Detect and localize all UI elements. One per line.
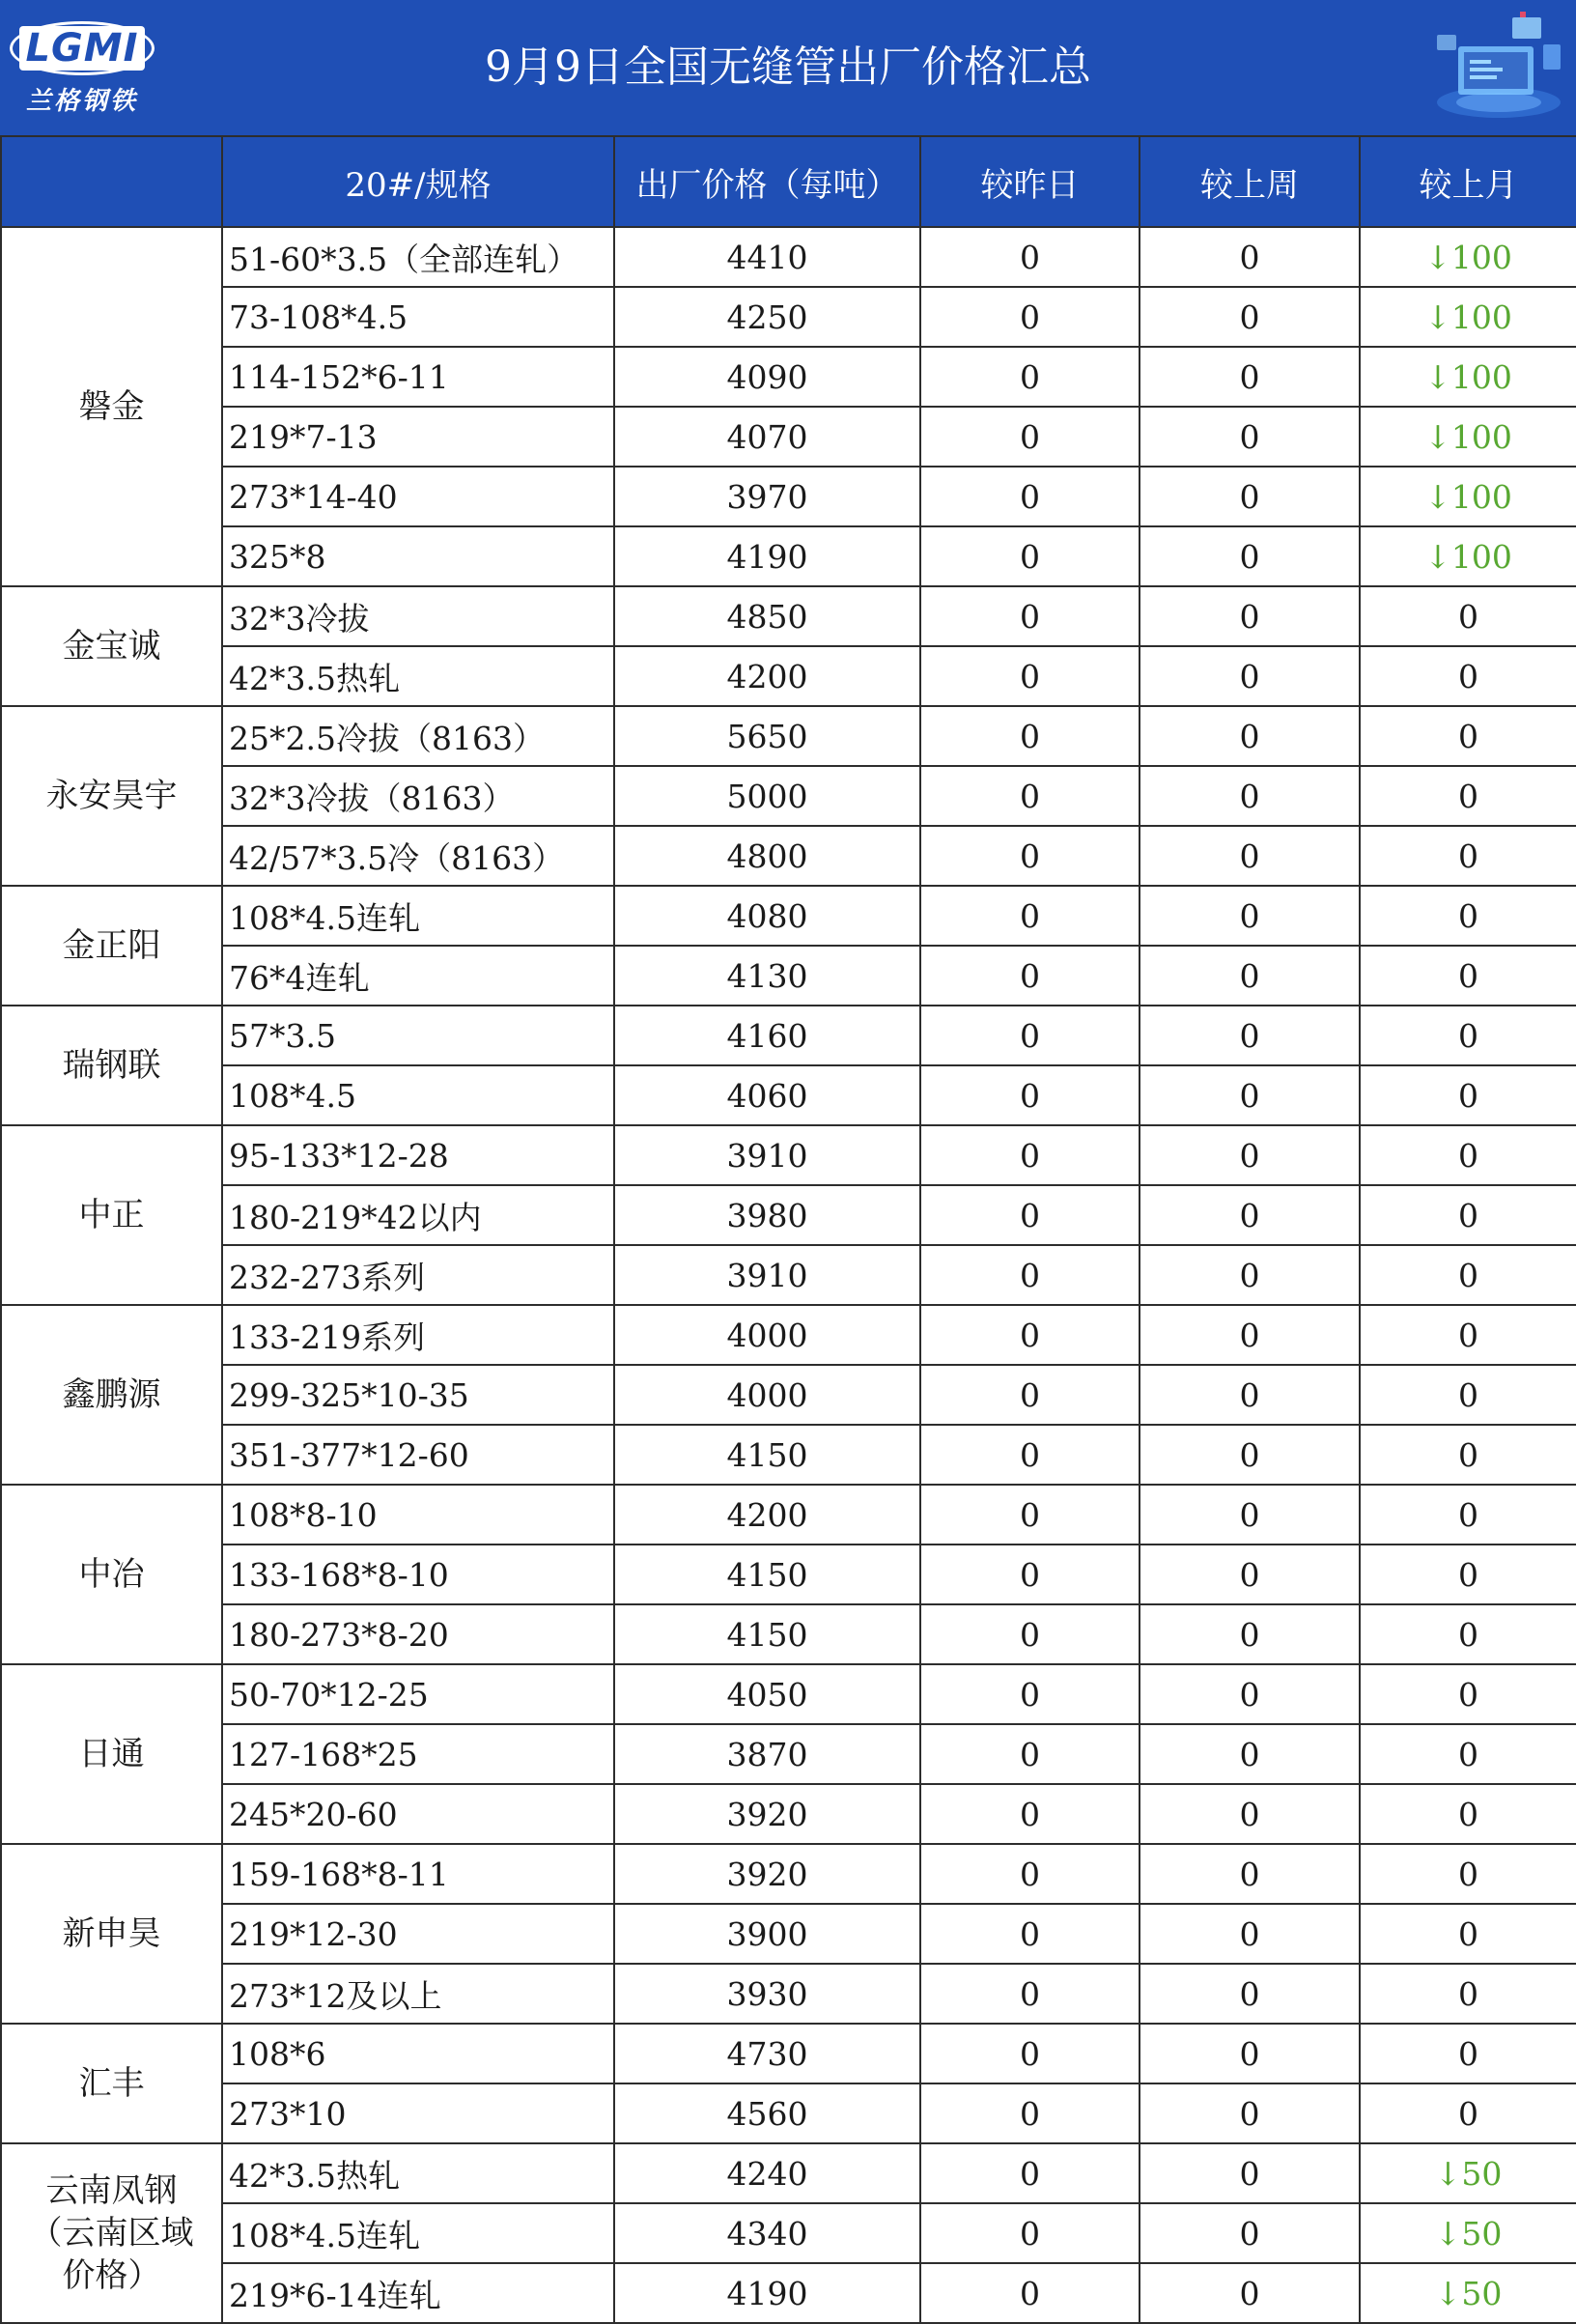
- change-day-cell: 0: [920, 1245, 1140, 1305]
- change-day-cell: 0: [920, 347, 1140, 407]
- change-month-cell: ↓50: [1360, 2203, 1576, 2263]
- change-month-cell: 0: [1360, 1724, 1576, 1784]
- table-row: [1, 1365, 1576, 1425]
- change-week-cell: 0: [1140, 2024, 1360, 2083]
- change-day-cell: 0: [920, 1724, 1140, 1784]
- change-day-cell: 0: [920, 287, 1140, 347]
- header-vs-last-week: 较上周: [1140, 136, 1360, 227]
- price-cell: 3930: [614, 1964, 920, 2024]
- price-cell: 3980: [614, 1185, 920, 1245]
- price-cell: 4800: [614, 826, 920, 886]
- change-week-cell: 0: [1140, 1425, 1360, 1485]
- change-week-cell: 0: [1140, 946, 1360, 1006]
- spec-cell: 133-219系列: [222, 1305, 614, 1365]
- table-row: [1, 2263, 1576, 2323]
- change-week-cell: 0: [1140, 347, 1360, 407]
- change-week-cell: 0: [1140, 886, 1360, 946]
- company-cell: 新申昊: [1, 1844, 222, 2024]
- change-month-cell: 0: [1360, 1604, 1576, 1664]
- change-month-cell: 0: [1360, 1006, 1576, 1065]
- table-row: [1, 1245, 1576, 1305]
- change-month-cell: 0: [1360, 1904, 1576, 1964]
- company-cell: 汇丰: [1, 2024, 222, 2143]
- price-cell: 4150: [614, 1425, 920, 1485]
- change-day-cell: 0: [920, 1125, 1140, 1185]
- change-day-cell: 0: [920, 1545, 1140, 1604]
- table-row: [1, 2083, 1576, 2143]
- table-row: [1, 287, 1576, 347]
- table-row: [1, 706, 1576, 766]
- price-cell: 4080: [614, 886, 920, 946]
- spec-cell: 108*6: [222, 2024, 614, 2083]
- price-cell: 4240: [614, 2143, 920, 2203]
- table-row: [1, 1904, 1576, 1964]
- change-week-cell: 0: [1140, 1125, 1360, 1185]
- price-cell: 4130: [614, 946, 920, 1006]
- change-week-cell: 0: [1140, 706, 1360, 766]
- spec-cell: 245*20-60: [222, 1784, 614, 1844]
- spec-cell: 51-60*3.5（全部连轧）: [222, 227, 614, 287]
- spec-cell: 32*3冷拔（8163）: [222, 766, 614, 826]
- table-row: [1, 1425, 1576, 1485]
- change-week-cell: 0: [1140, 1065, 1360, 1125]
- change-month-cell: 0: [1360, 826, 1576, 886]
- table-row: [1, 2024, 1576, 2083]
- table-row: [1, 1006, 1576, 1065]
- change-month-cell: 0: [1360, 706, 1576, 766]
- spec-cell: 133-168*8-10: [222, 1545, 614, 1604]
- spec-cell: 95-133*12-28: [222, 1125, 614, 1185]
- change-week-cell: 0: [1140, 1664, 1360, 1724]
- change-week-cell: 0: [1140, 766, 1360, 826]
- change-day-cell: 0: [920, 1305, 1140, 1365]
- price-cell: 4150: [614, 1545, 920, 1604]
- price-cell: 4200: [614, 1485, 920, 1545]
- price-cell: 3910: [614, 1245, 920, 1305]
- change-month-cell: 0: [1360, 1065, 1576, 1125]
- change-month-cell: 0: [1360, 1125, 1576, 1185]
- table-row: [1, 1844, 1576, 1904]
- spec-cell: 273*12及以上: [222, 1964, 614, 2024]
- table-row: [1, 227, 1576, 287]
- change-month-cell: ↓100: [1360, 407, 1576, 467]
- table-row: [1, 1485, 1576, 1545]
- change-day-cell: 0: [920, 706, 1140, 766]
- price-cell: 5000: [614, 766, 920, 826]
- company-cell: 金正阳: [1, 886, 222, 1006]
- change-month-cell: 0: [1360, 2083, 1576, 2143]
- change-month-cell: 0: [1360, 2024, 1576, 2083]
- page-title: 9月9日全国无缝管出厂价格汇总: [485, 43, 1091, 92]
- spec-cell: 42*3.5热轧: [222, 646, 614, 706]
- change-day-cell: 0: [920, 1664, 1140, 1724]
- company-cell: 瑞钢联: [1, 1006, 222, 1125]
- spec-cell: 219*12-30: [222, 1904, 614, 1964]
- change-day-cell: 0: [920, 467, 1140, 526]
- table-row: [1, 1185, 1576, 1245]
- company-cell: 中正: [1, 1125, 222, 1305]
- change-week-cell: 0: [1140, 1485, 1360, 1545]
- change-month-cell: 0: [1360, 1545, 1576, 1604]
- price-cell: 4000: [614, 1365, 920, 1425]
- price-cell: 4060: [614, 1065, 920, 1125]
- table-row: [1, 1784, 1576, 1844]
- change-month-cell: ↓100: [1360, 347, 1576, 407]
- spec-cell: 25*2.5冷拔（8163）: [222, 706, 614, 766]
- header-spec: 20#/规格: [222, 136, 614, 227]
- change-day-cell: 0: [920, 2143, 1140, 2203]
- change-week-cell: 0: [1140, 2083, 1360, 2143]
- change-month-cell: ↓100: [1360, 287, 1576, 347]
- change-day-cell: 0: [920, 2263, 1140, 2323]
- price-cell: 4090: [614, 347, 920, 407]
- change-month-cell: ↓100: [1360, 467, 1576, 526]
- spec-cell: 73-108*4.5: [222, 287, 614, 347]
- change-day-cell: 0: [920, 826, 1140, 886]
- change-month-cell: 0: [1360, 1485, 1576, 1545]
- change-week-cell: 0: [1140, 1365, 1360, 1425]
- change-month-cell: 0: [1360, 1185, 1576, 1245]
- change-day-cell: 0: [920, 586, 1140, 646]
- change-day-cell: 0: [920, 886, 1140, 946]
- table-row: [1, 526, 1576, 586]
- title-banner: [0, 0, 1576, 135]
- spec-cell: 32*3冷拔: [222, 586, 614, 646]
- price-cell: 4070: [614, 407, 920, 467]
- table-row: [1, 1724, 1576, 1784]
- change-day-cell: 0: [920, 2083, 1140, 2143]
- price-cell: 4190: [614, 526, 920, 586]
- company-cell: 中冶: [1, 1485, 222, 1664]
- spec-cell: 325*8: [222, 526, 614, 586]
- change-month-cell: 0: [1360, 886, 1576, 946]
- header-vs-last-month: 较上月: [1360, 136, 1576, 227]
- change-week-cell: 0: [1140, 646, 1360, 706]
- table-row: [1, 946, 1576, 1006]
- table-row: [1, 407, 1576, 467]
- spec-cell: 108*4.5连轧: [222, 886, 614, 946]
- table-row: [1, 1125, 1576, 1185]
- spec-cell: 57*3.5: [222, 1006, 614, 1065]
- change-week-cell: 0: [1140, 2263, 1360, 2323]
- table-body: [1, 227, 1576, 2323]
- change-month-cell: ↓100: [1360, 227, 1576, 287]
- change-week-cell: 0: [1140, 526, 1360, 586]
- spec-cell: 76*4连轧: [222, 946, 614, 1006]
- tech-illustration-icon: [1423, 6, 1568, 128]
- change-month-cell: ↓50: [1360, 2263, 1576, 2323]
- change-week-cell: 0: [1140, 287, 1360, 347]
- change-week-cell: 0: [1140, 1185, 1360, 1245]
- change-day-cell: 0: [920, 2203, 1140, 2263]
- change-month-cell: 0: [1360, 1305, 1576, 1365]
- change-day-cell: 0: [920, 1006, 1140, 1065]
- spec-cell: 273*14-40: [222, 467, 614, 526]
- table-row: [1, 826, 1576, 886]
- company-cell: 日通: [1, 1664, 222, 1844]
- spec-cell: 127-168*25: [222, 1724, 614, 1784]
- change-week-cell: 0: [1140, 1724, 1360, 1784]
- change-month-cell: 0: [1360, 1964, 1576, 2024]
- price-cell: 3910: [614, 1125, 920, 1185]
- spec-cell: 42*3.5热轧: [222, 2143, 614, 2203]
- change-day-cell: 0: [920, 407, 1140, 467]
- change-day-cell: 0: [920, 1844, 1140, 1904]
- spec-cell: 159-168*8-11: [222, 1844, 614, 1904]
- company-cell: 云南凤钢 （云南区域 价格）: [1, 2143, 222, 2323]
- spec-cell: 219*6-14连轧: [222, 2263, 614, 2323]
- header-vs-yesterday: 较昨日: [920, 136, 1140, 227]
- spec-cell: 108*4.5连轧: [222, 2203, 614, 2263]
- table-row: [1, 646, 1576, 706]
- price-cell: 4730: [614, 2024, 920, 2083]
- change-month-cell: 0: [1360, 1844, 1576, 1904]
- change-day-cell: 0: [920, 1425, 1140, 1485]
- table-row: [1, 347, 1576, 407]
- table-row: [1, 2143, 1576, 2203]
- change-month-cell: 0: [1360, 1365, 1576, 1425]
- spec-cell: 219*7-13: [222, 407, 614, 467]
- price-table: [0, 135, 1576, 2324]
- table-row: [1, 1604, 1576, 1664]
- price-cell: 4050: [614, 1664, 920, 1724]
- price-cell: 3870: [614, 1724, 920, 1784]
- header-row: [1, 136, 1576, 227]
- price-cell: 4340: [614, 2203, 920, 2263]
- logo-mark-text: LGMI: [19, 26, 144, 71]
- change-day-cell: 0: [920, 526, 1140, 586]
- change-week-cell: 0: [1140, 1305, 1360, 1365]
- spec-cell: 351-377*12-60: [222, 1425, 614, 1485]
- spec-cell: 42/57*3.5冷（8163）: [222, 826, 614, 886]
- change-month-cell: 0: [1360, 586, 1576, 646]
- change-day-cell: 0: [920, 646, 1140, 706]
- change-month-cell: ↓50: [1360, 2143, 1576, 2203]
- change-day-cell: 0: [920, 1604, 1140, 1664]
- company-cell: 鑫鹏源: [1, 1305, 222, 1485]
- change-day-cell: 0: [920, 227, 1140, 287]
- change-week-cell: 0: [1140, 1006, 1360, 1065]
- change-week-cell: 0: [1140, 407, 1360, 467]
- logo-text: 兰格钢铁: [25, 87, 138, 116]
- price-cell: 5650: [614, 706, 920, 766]
- table-row: [1, 2203, 1576, 2263]
- price-cell: 4160: [614, 1006, 920, 1065]
- change-day-cell: 0: [920, 1904, 1140, 1964]
- header-price: 出厂价格（每吨）: [614, 136, 920, 227]
- table-row: [1, 886, 1576, 946]
- spec-cell: 180-219*42以内: [222, 1185, 614, 1245]
- table-row: [1, 1545, 1576, 1604]
- change-week-cell: 0: [1140, 586, 1360, 646]
- change-day-cell: 0: [920, 946, 1140, 1006]
- spec-cell: 108*4.5: [222, 1065, 614, 1125]
- change-week-cell: 0: [1140, 826, 1360, 886]
- header-company: [1, 136, 222, 227]
- change-week-cell: 0: [1140, 227, 1360, 287]
- table-row: [1, 1065, 1576, 1125]
- table-row: [1, 467, 1576, 526]
- change-week-cell: 0: [1140, 1784, 1360, 1844]
- change-day-cell: 0: [920, 1065, 1140, 1125]
- change-week-cell: 0: [1140, 467, 1360, 526]
- company-cell: 永安昊宇: [1, 706, 222, 886]
- change-month-cell: 0: [1360, 1425, 1576, 1485]
- spec-cell: 50-70*12-25: [222, 1664, 614, 1724]
- spec-cell: 114-152*6-11: [222, 347, 614, 407]
- change-day-cell: 0: [920, 1485, 1140, 1545]
- table-row: [1, 586, 1576, 646]
- change-week-cell: 0: [1140, 2203, 1360, 2263]
- change-week-cell: 0: [1140, 1604, 1360, 1664]
- price-cell: 4200: [614, 646, 920, 706]
- spec-cell: 232-273系列: [222, 1245, 614, 1305]
- price-cell: 4190: [614, 2263, 920, 2323]
- change-month-cell: ↓100: [1360, 526, 1576, 586]
- company-cell: 磐金: [1, 227, 222, 586]
- price-cell: 4150: [614, 1604, 920, 1664]
- change-week-cell: 0: [1140, 1245, 1360, 1305]
- change-day-cell: 0: [920, 1784, 1140, 1844]
- change-month-cell: 0: [1360, 646, 1576, 706]
- table-row: [1, 1964, 1576, 2024]
- price-cell: 3920: [614, 1784, 920, 1844]
- price-cell: 4560: [614, 2083, 920, 2143]
- price-cell: 3900: [614, 1904, 920, 1964]
- change-day-cell: 0: [920, 2024, 1140, 2083]
- price-cell: 4850: [614, 586, 920, 646]
- change-month-cell: 0: [1360, 766, 1576, 826]
- spec-cell: 299-325*10-35: [222, 1365, 614, 1425]
- change-month-cell: 0: [1360, 946, 1576, 1006]
- change-week-cell: 0: [1140, 2143, 1360, 2203]
- price-cell: 4250: [614, 287, 920, 347]
- change-month-cell: 0: [1360, 1664, 1576, 1724]
- price-cell: 3920: [614, 1844, 920, 1904]
- company-cell: 金宝诚: [1, 586, 222, 706]
- change-week-cell: 0: [1140, 1904, 1360, 1964]
- change-day-cell: 0: [920, 766, 1140, 826]
- change-week-cell: 0: [1140, 1964, 1360, 2024]
- price-cell: 4410: [614, 227, 920, 287]
- change-month-cell: 0: [1360, 1245, 1576, 1305]
- price-cell: 4000: [614, 1305, 920, 1365]
- table-row: [1, 1664, 1576, 1724]
- spec-cell: 108*8-10: [222, 1485, 614, 1545]
- table-row: [1, 1305, 1576, 1365]
- change-week-cell: 0: [1140, 1545, 1360, 1604]
- change-month-cell: 0: [1360, 1784, 1576, 1844]
- change-week-cell: 0: [1140, 1844, 1360, 1904]
- change-day-cell: 0: [920, 1365, 1140, 1425]
- spec-cell: 180-273*8-20: [222, 1604, 614, 1664]
- change-day-cell: 0: [920, 1964, 1140, 2024]
- price-cell: 3970: [614, 467, 920, 526]
- spec-cell: 273*10: [222, 2083, 614, 2143]
- table-row: [1, 766, 1576, 826]
- change-day-cell: 0: [920, 1185, 1140, 1245]
